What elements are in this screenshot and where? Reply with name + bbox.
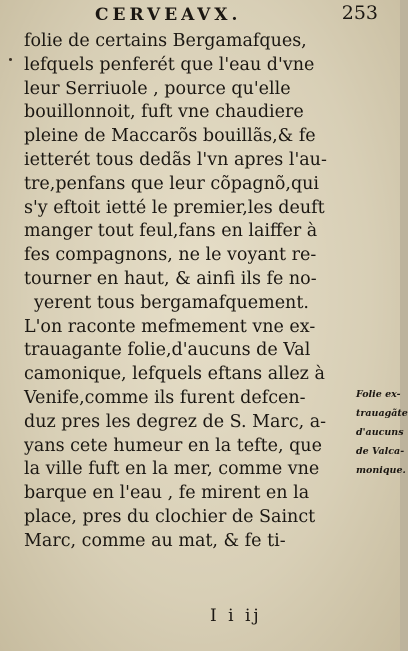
page-header bbox=[0, 2, 400, 30]
text-line: trauagante folie,d'aucuns de Val bbox=[24, 340, 311, 361]
text-line: manger tout feul,fans en laiffer à bbox=[24, 221, 318, 242]
text-line: fes compagnons, ne le voyant re- bbox=[24, 245, 317, 266]
text-line: Venife,comme ils furent defcen- bbox=[24, 387, 306, 408]
running-head: CERVEAVX. bbox=[95, 5, 242, 25]
text-line: folie de certains Bergamafques, bbox=[24, 31, 307, 51]
text-line: tourner en haut, & ainfi ils fe no- bbox=[24, 268, 317, 289]
margin-note-line: trauagãte bbox=[356, 408, 408, 419]
text-line: la ville fuft en la mer, comme vne bbox=[24, 459, 320, 480]
text-line: s'y eftoit ietté le premier,les deuft bbox=[24, 197, 325, 218]
page-number: 253 bbox=[341, 2, 378, 24]
margin-note-line: d'aucuns bbox=[356, 427, 404, 438]
text-line: tre,penfans que leur cõpagnõ,qui bbox=[24, 173, 320, 194]
text-line: ietterét tous dedãs l'vn apres l'au- bbox=[24, 149, 327, 170]
margin-note-line: de Valca- bbox=[356, 446, 405, 457]
text-line: camonique, lefquels eftans allez à bbox=[24, 364, 325, 385]
text-line: pleine de Maccarõs bouillãs,& fe bbox=[24, 126, 316, 147]
ink-mark bbox=[9, 58, 12, 61]
margin-note-line: Folie ex- bbox=[356, 389, 401, 400]
text-line: lefquels penferét que l'eau d'vne bbox=[24, 54, 315, 75]
paragraph-start-line: L'on raconte mefmement vne ex- bbox=[24, 316, 316, 337]
text-line: place, pres du clochier de Sainct bbox=[24, 506, 316, 527]
text-line: bouillonnoit, fuft vne chaudiere bbox=[24, 102, 304, 123]
text-line: yerent tous bergamafquement. bbox=[34, 292, 309, 313]
text-line: Marc, comme au mat, & fe ti- bbox=[24, 530, 286, 551]
body-text bbox=[24, 30, 354, 554]
text-line: yans cete humeur en la tefte, que bbox=[24, 435, 322, 456]
text-line: duz pres les degrez de S. Marc, a- bbox=[24, 411, 327, 432]
margin-note bbox=[356, 385, 408, 480]
signature-mark: I i ij bbox=[210, 606, 262, 626]
margin-note-line: monique. bbox=[356, 465, 406, 476]
text-line: leur Serriuole , pource qu'elle bbox=[24, 78, 291, 99]
text-line: barque en l'eau , fe mirent en la bbox=[24, 483, 310, 504]
